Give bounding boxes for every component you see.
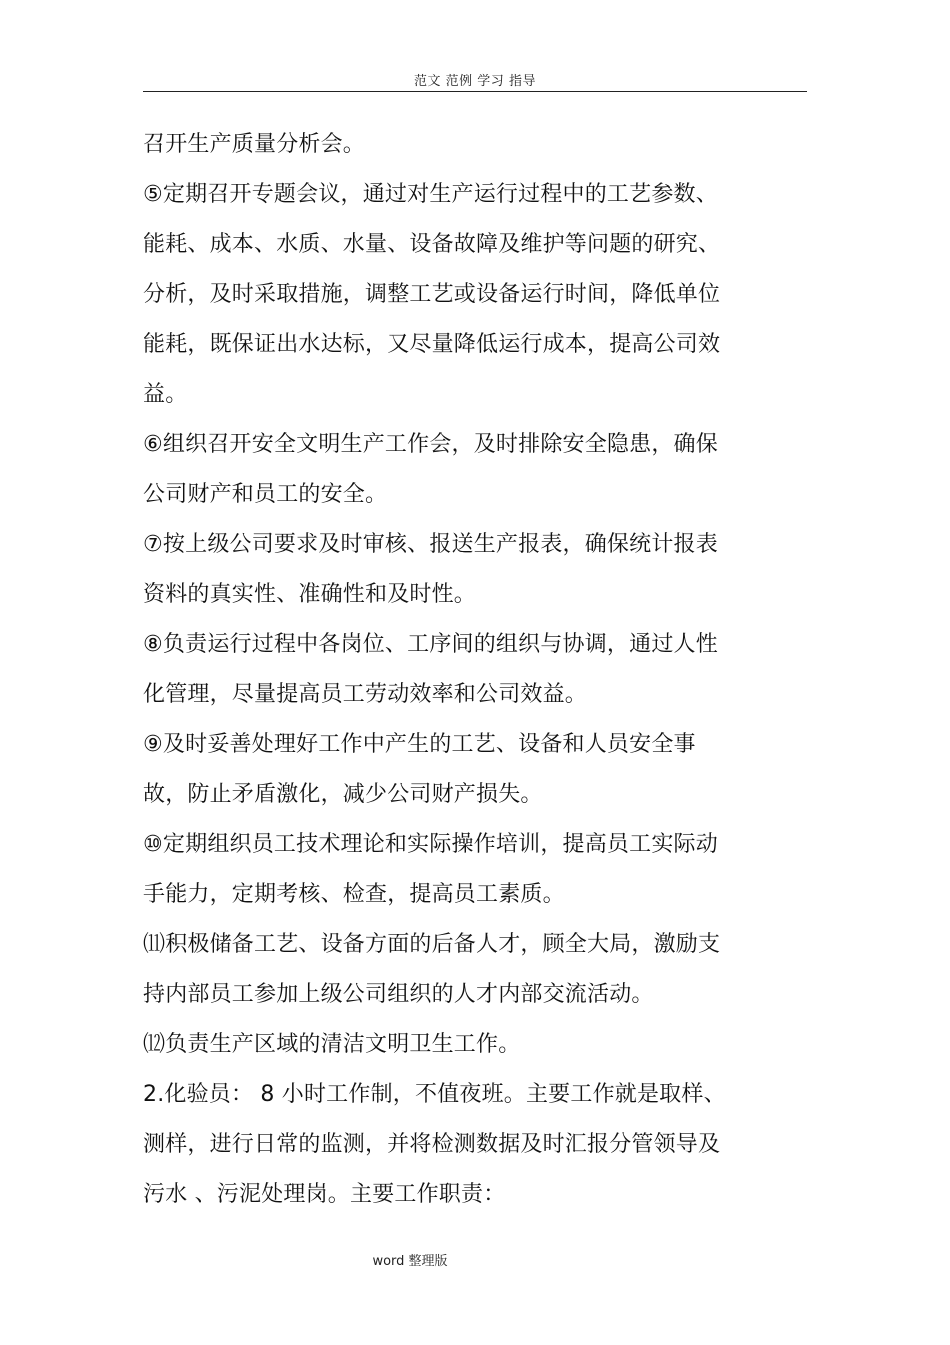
text-line: ⑦按上级公司要求及时审核、报送生产报表，确保统计报表 xyxy=(143,532,718,557)
text-line: 益。 xyxy=(143,382,188,407)
text-line: 资料的真实性、准确性和及时性。 xyxy=(143,582,477,607)
text-line: 持内部员工参加上级公司组织的人才内部交流活动。 xyxy=(143,982,654,1007)
document-body xyxy=(143,120,753,1220)
text-line: 能耗、成本、水质、水量、设备故障及维护等问题的研究、 xyxy=(143,232,721,257)
text-line: 2.化验员： 8 小时工作制，不值夜班。主要工作就是取样、 xyxy=(143,1082,726,1107)
text-line: 手能力，定期考核、检查，提高员工素质。 xyxy=(143,882,565,907)
text-line: ⑿负责生产区域的清洁文明卫生工作。 xyxy=(143,1032,521,1057)
text-line: 测样，进行日常的监测，并将检测数据及时汇报分管领导及 xyxy=(143,1132,721,1157)
text-line: ⑥组织召开安全文明生产工作会，及时排除安全隐患，确保 xyxy=(143,432,718,457)
page-header: 范文 范例 学习 指导 xyxy=(414,74,536,89)
text-line: ⑨及时妥善处理好工作中产生的工艺、设备和人员安全事 xyxy=(143,732,696,757)
text-line: 污水 、污泥处理岗。主要工作职责： xyxy=(143,1182,506,1207)
text-line: ⑤定期召开专题会议，通过对生产运行过程中的工艺参数、 xyxy=(143,182,718,207)
header-divider xyxy=(143,91,807,92)
text-line: ⑾积极储备工艺、设备方面的后备人才，顾全大局，激励支 xyxy=(143,932,721,957)
text-line: 召开生产质量分析会。 xyxy=(143,132,366,157)
text-line: 公司财产和员工的安全。 xyxy=(143,482,388,507)
page-footer: word 整理版 xyxy=(372,1254,448,1269)
text-line: ⑧负责运行过程中各岗位、工序间的组织与协调，通过人性 xyxy=(143,632,718,657)
text-line: 能耗，既保证出水达标，又尽量降低运行成本，提高公司效 xyxy=(143,332,721,357)
text-line: 分析，及时采取措施，调整工艺或设备运行时间，降低单位 xyxy=(143,282,721,307)
text-line: ⑩定期组织员工技术理论和实际操作培训，提高员工实际动 xyxy=(143,832,718,857)
text-line: 化管理，尽量提高员工劳动效率和公司效益。 xyxy=(143,682,588,707)
text-line: 故，防止矛盾激化，减少公司财产损失。 xyxy=(143,782,543,807)
